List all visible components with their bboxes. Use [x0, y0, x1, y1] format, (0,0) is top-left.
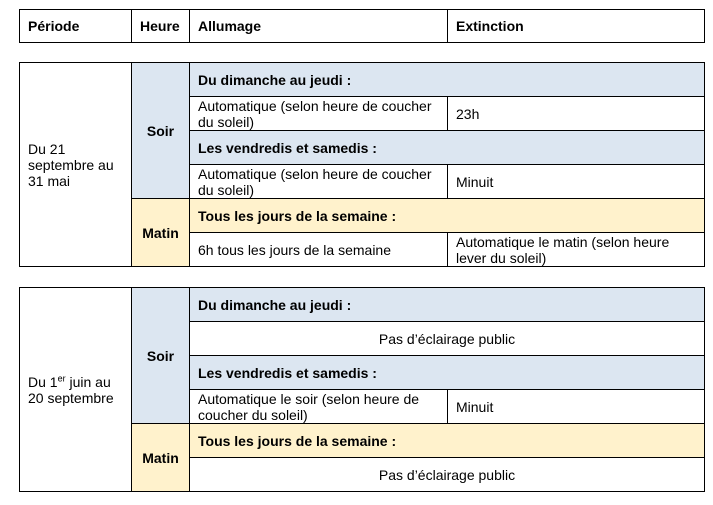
header-table	[19, 9, 705, 43]
header-allumage: Allumage	[190, 10, 448, 43]
row-heading-dimanche-jeudi: Du dimanche au jeudi :	[190, 63, 705, 97]
row-heading-vendredi-samedi: Les vendredis et samedis :	[190, 131, 705, 165]
header-extinction: Extinction	[448, 10, 705, 43]
extinction-value: Minuit	[448, 390, 705, 424]
allumage-value: 6h tous les jours de la semaine	[190, 233, 448, 267]
period-summer-superscript: er	[57, 372, 66, 383]
row-heading-vendredi-samedi: Les vendredis et samedis :	[190, 356, 705, 390]
matin-label: Matin	[132, 424, 190, 492]
period-summer	[20, 288, 132, 492]
period-winter: Du 21 septembre au 31 mai	[20, 63, 132, 267]
header-row	[20, 10, 705, 43]
row-heading-tous-les-jours: Tous les jours de la semaine :	[190, 199, 705, 233]
row-heading-dimanche-jeudi: Du dimanche au jeudi :	[190, 288, 705, 322]
extinction-value: Automatique le matin (selon heure lever du soleil)	[448, 233, 705, 267]
matin-label: Matin	[132, 199, 190, 267]
soir-label: Soir	[132, 288, 190, 424]
header-periode: Période	[20, 10, 132, 43]
extinction-value: 23h	[448, 97, 705, 131]
extinction-value: Minuit	[448, 165, 705, 199]
schedule-table-summer	[19, 287, 705, 492]
allumage-value: Automatique (selon heure de coucher du soleil)	[190, 165, 448, 199]
no-lighting-value: Pas d’éclairage public	[190, 322, 705, 356]
allumage-value: Automatique le soir (selon heure de coucher du soleil)	[190, 390, 448, 424]
schedule-table-winter	[19, 62, 705, 267]
header-heure: Heure	[132, 10, 190, 43]
row-heading-tous-les-jours: Tous les jours de la semaine :	[190, 424, 705, 458]
period-summer-suffix: juin au 20 septembre	[28, 373, 114, 406]
period-summer-prefix: Du 1	[28, 373, 58, 390]
no-lighting-value: Pas d’éclairage public	[190, 458, 705, 492]
allumage-value: Automatique (selon heure de coucher du soleil)	[190, 97, 448, 131]
soir-label: Soir	[132, 63, 190, 199]
